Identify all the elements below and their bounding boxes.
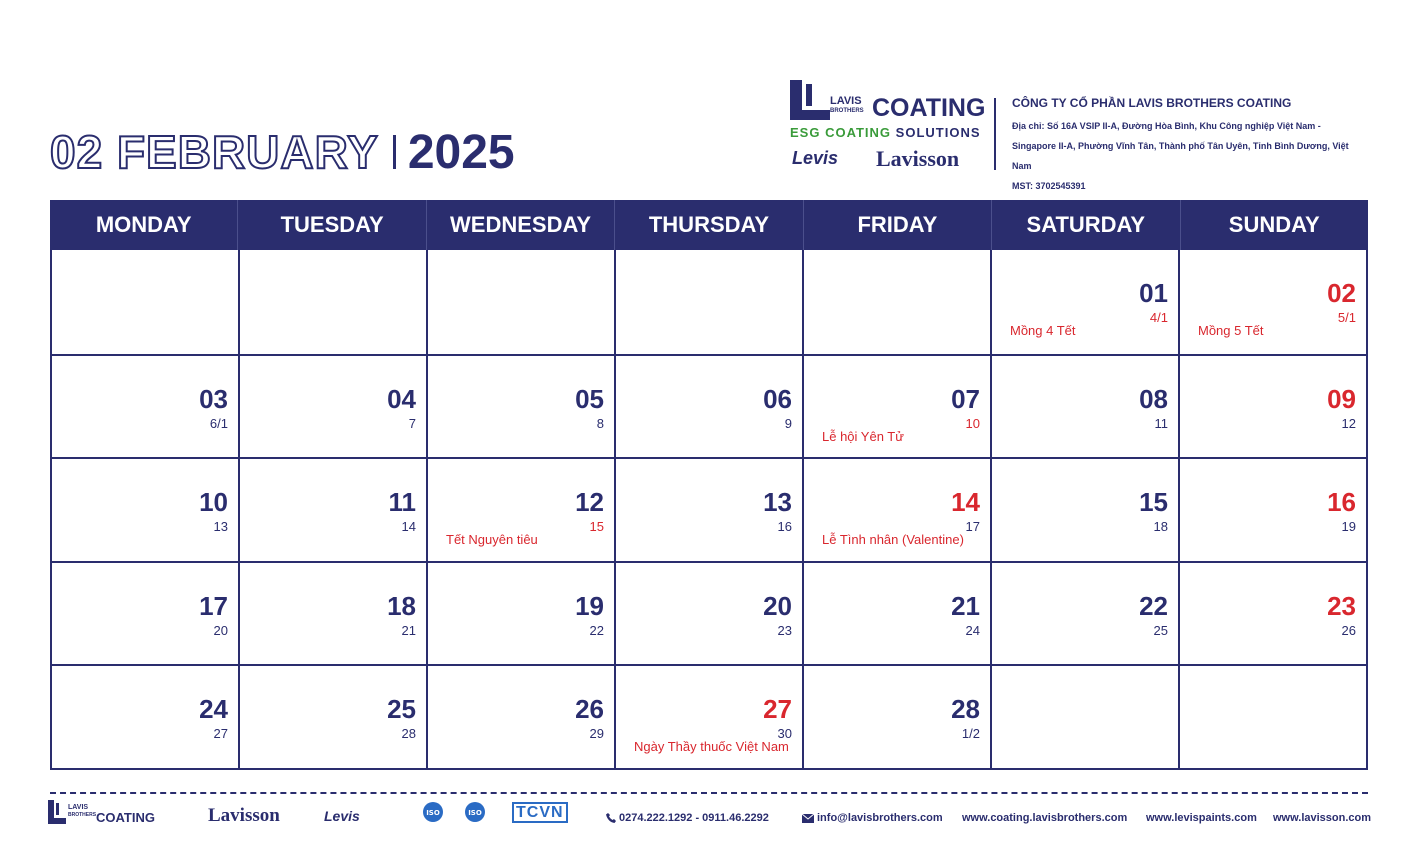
- company-name: CÔNG TY CỔ PHẦN LAVIS BROTHERS COATING: [1012, 96, 1292, 110]
- iso-9001-icon: [422, 801, 444, 823]
- company-address-2: Singapore II-A, Phường Vĩnh Tân, Thành phố Tân Uyên, Tỉnh Bình Dương, Việt Nam: [1012, 141, 1349, 171]
- lunar-date: 19: [1341, 519, 1356, 535]
- day-cell: [1180, 354, 1368, 458]
- calendar-grid: [50, 200, 1368, 768]
- day-number: 25: [387, 694, 416, 725]
- footer-email[interactable]: [802, 812, 943, 824]
- day-number: 02: [1327, 278, 1356, 308]
- day-cell: [1180, 664, 1368, 768]
- lavis-logo-icon: [48, 800, 68, 824]
- day-cell: [1180, 250, 1368, 354]
- brand-brothers-text: BROTHERS: [830, 108, 864, 114]
- day-number: 27: [763, 694, 792, 725]
- weekday-monday: MONDAY: [50, 200, 238, 250]
- day-cell: [428, 354, 616, 458]
- brand-block: [788, 78, 988, 174]
- day-cell: [992, 354, 1180, 458]
- svg-text:ISO: ISO: [426, 809, 440, 817]
- day-cell: [240, 354, 428, 458]
- lunar-date: 16: [777, 519, 792, 535]
- lunar-date: 12: [1341, 415, 1356, 431]
- phone-icon: [606, 813, 616, 823]
- footer-coating-text: COATING: [96, 810, 155, 825]
- lunar-date: 27: [213, 726, 228, 742]
- footer-phone: [606, 812, 769, 824]
- day-cell: [52, 664, 240, 768]
- day-number: 16: [1327, 487, 1356, 518]
- day-number: 06: [763, 383, 792, 414]
- day-number: 10: [199, 487, 228, 518]
- weekday-wednesday: WEDNESDAY: [427, 200, 615, 250]
- levis-logo: Levis: [792, 148, 839, 168]
- day-cell: [804, 561, 992, 665]
- day-number: 01: [1139, 278, 1168, 308]
- day-cell: [240, 250, 428, 354]
- day-cell: [616, 354, 804, 458]
- day-number: 14: [951, 487, 980, 518]
- day-cell: [52, 354, 240, 458]
- brand-divider: [994, 98, 996, 170]
- event-label: Mồng 5 Tết: [1198, 323, 1264, 338]
- event-label: Ngày Thầy thuốc Việt Nam: [634, 739, 789, 755]
- lunar-date: 25: [1153, 622, 1168, 638]
- day-cell: [428, 561, 616, 665]
- day-cell: [240, 561, 428, 665]
- day-cell: [616, 664, 804, 768]
- calendar-title: [50, 126, 515, 178]
- tagline-blue: SOLUTIONS: [895, 125, 981, 140]
- month-label: 02 FEBRUARY: [50, 126, 379, 178]
- lunar-date: 8: [596, 415, 604, 431]
- day-cell: [240, 457, 428, 561]
- day-cell: [1180, 457, 1368, 561]
- brand-lavis-text: LAVIS: [830, 95, 862, 107]
- lunar-date: 11: [1154, 415, 1168, 431]
- day-cell: [804, 664, 992, 768]
- company-info: [1012, 96, 1368, 196]
- footer-web-lavisson[interactable]: www.lavisson.com: [1273, 812, 1372, 824]
- mail-icon: [802, 814, 814, 823]
- brand-coating-text: COATING: [872, 94, 986, 122]
- weekday-tuesday: TUESDAY: [238, 200, 426, 250]
- lunar-date: 24: [965, 622, 980, 638]
- day-number: 13: [763, 487, 792, 518]
- day-number: 18: [387, 590, 416, 621]
- footer-lavis-text: [68, 804, 96, 819]
- weekday-saturday: SATURDAY: [992, 200, 1180, 250]
- lavisson-logo: Lavisson: [876, 146, 960, 171]
- day-number: 26: [575, 694, 604, 725]
- day-number: 20: [763, 590, 792, 621]
- day-cell: [428, 250, 616, 354]
- brand-tagline: [790, 125, 981, 140]
- lavis-logo-icon: [790, 80, 834, 120]
- day-cell: [52, 250, 240, 354]
- lunar-date: 14: [401, 519, 416, 535]
- footer-levis-logo: Levis: [324, 808, 360, 824]
- footer-web-coating[interactable]: www.coating.lavisbrothers.com: [962, 812, 1128, 824]
- footer-divider: [50, 792, 1368, 794]
- day-number: 15: [1139, 487, 1168, 518]
- day-number: 09: [1327, 383, 1356, 414]
- lunar-date: 6/1: [209, 415, 228, 431]
- day-number: 23: [1327, 590, 1356, 621]
- weekday-header: [50, 200, 1368, 250]
- lunar-date: 26: [1341, 622, 1356, 638]
- footer-brothers: BROTHERS: [68, 812, 97, 818]
- lunar-date: 4/1: [1149, 310, 1168, 325]
- weekday-sunday: SUNDAY: [1228, 212, 1320, 237]
- day-cell: [992, 457, 1180, 561]
- day-number: 22: [1139, 590, 1168, 621]
- lunar-date: 21: [401, 622, 416, 638]
- footer-lavisson-logo: Lavisson: [208, 805, 280, 826]
- lunar-date: 13: [213, 519, 228, 535]
- day-cell: [616, 250, 804, 354]
- company-address-1: Địa chỉ: Số 16A VSIP II-A, Đường Hòa Bình, Khu Công nghiệp Việt Nam -: [1012, 121, 1321, 131]
- lunar-date: 15: [589, 519, 604, 535]
- iso-14001-icon: [464, 801, 486, 823]
- day-cell: [992, 561, 1180, 665]
- day-number: 03: [199, 383, 228, 414]
- day-number: 12: [575, 487, 604, 518]
- day-number: 28: [951, 694, 980, 725]
- lunar-date: 20: [213, 622, 228, 638]
- event-label: Lễ Tình nhân (Valentine): [822, 532, 964, 548]
- day-cell: [804, 457, 992, 561]
- lunar-date: 22: [589, 622, 604, 638]
- tcvn-badge: TCVN: [512, 802, 568, 823]
- day-number: 11: [388, 487, 416, 518]
- day-cell: [616, 457, 804, 561]
- event-label: Mồng 4 Tết: [1010, 323, 1076, 338]
- day-number: 21: [951, 590, 980, 621]
- footer-lavis: LAVIS: [68, 804, 89, 811]
- days-grid: [50, 250, 1368, 770]
- day-cell: [992, 250, 1180, 354]
- lunar-date: 5/1: [1337, 310, 1356, 325]
- year-label: 2025: [407, 125, 515, 179]
- day-cell: [428, 457, 616, 561]
- day-cell: [52, 457, 240, 561]
- phone-text: 0274.222.1292 - 0911.46.2292: [619, 812, 769, 824]
- lunar-date: 18: [1153, 519, 1168, 535]
- lunar-date: 7: [408, 415, 416, 431]
- lunar-date: 17: [965, 519, 980, 535]
- day-number: 24: [199, 694, 228, 725]
- lunar-date: 10: [965, 415, 980, 431]
- lunar-date: 23: [777, 622, 792, 638]
- tagline-green: ESG COATING: [790, 125, 892, 140]
- day-cell: [992, 664, 1180, 768]
- lunar-date: 9: [784, 415, 792, 431]
- day-cell: [804, 250, 992, 354]
- day-number: 17: [199, 590, 228, 621]
- lunar-date: 30: [777, 726, 792, 742]
- day-number: 05: [575, 383, 604, 414]
- svg-text:ISO: ISO: [468, 809, 482, 817]
- footer: [48, 798, 1370, 832]
- day-number: 07: [951, 383, 980, 414]
- day-cell: [240, 664, 428, 768]
- day-cell: [1180, 561, 1368, 665]
- lunar-date: 1/2: [961, 726, 980, 742]
- weekday-friday: FRIDAY: [804, 200, 992, 250]
- day-cell: [616, 561, 804, 665]
- lunar-date: 28: [401, 726, 416, 742]
- day-cell: [804, 354, 992, 458]
- day-cell: [52, 561, 240, 665]
- event-label: Lễ hội Yên Tử: [822, 428, 904, 444]
- email-text: info@lavisbrothers.com: [817, 812, 943, 824]
- event-label: Tết Nguyên tiêu: [446, 532, 538, 548]
- day-number: 19: [575, 590, 604, 621]
- weekday-thursday: THURSDAY: [615, 200, 803, 250]
- footer-web-levis[interactable]: www.levispaints.com: [1146, 812, 1257, 824]
- day-number: 04: [387, 383, 416, 414]
- day-cell: [428, 664, 616, 768]
- title-divider: [393, 135, 396, 169]
- company-tax-id: MST: 3702545391: [1012, 181, 1086, 191]
- day-number: 08: [1139, 383, 1168, 414]
- lunar-date: 29: [589, 726, 604, 742]
